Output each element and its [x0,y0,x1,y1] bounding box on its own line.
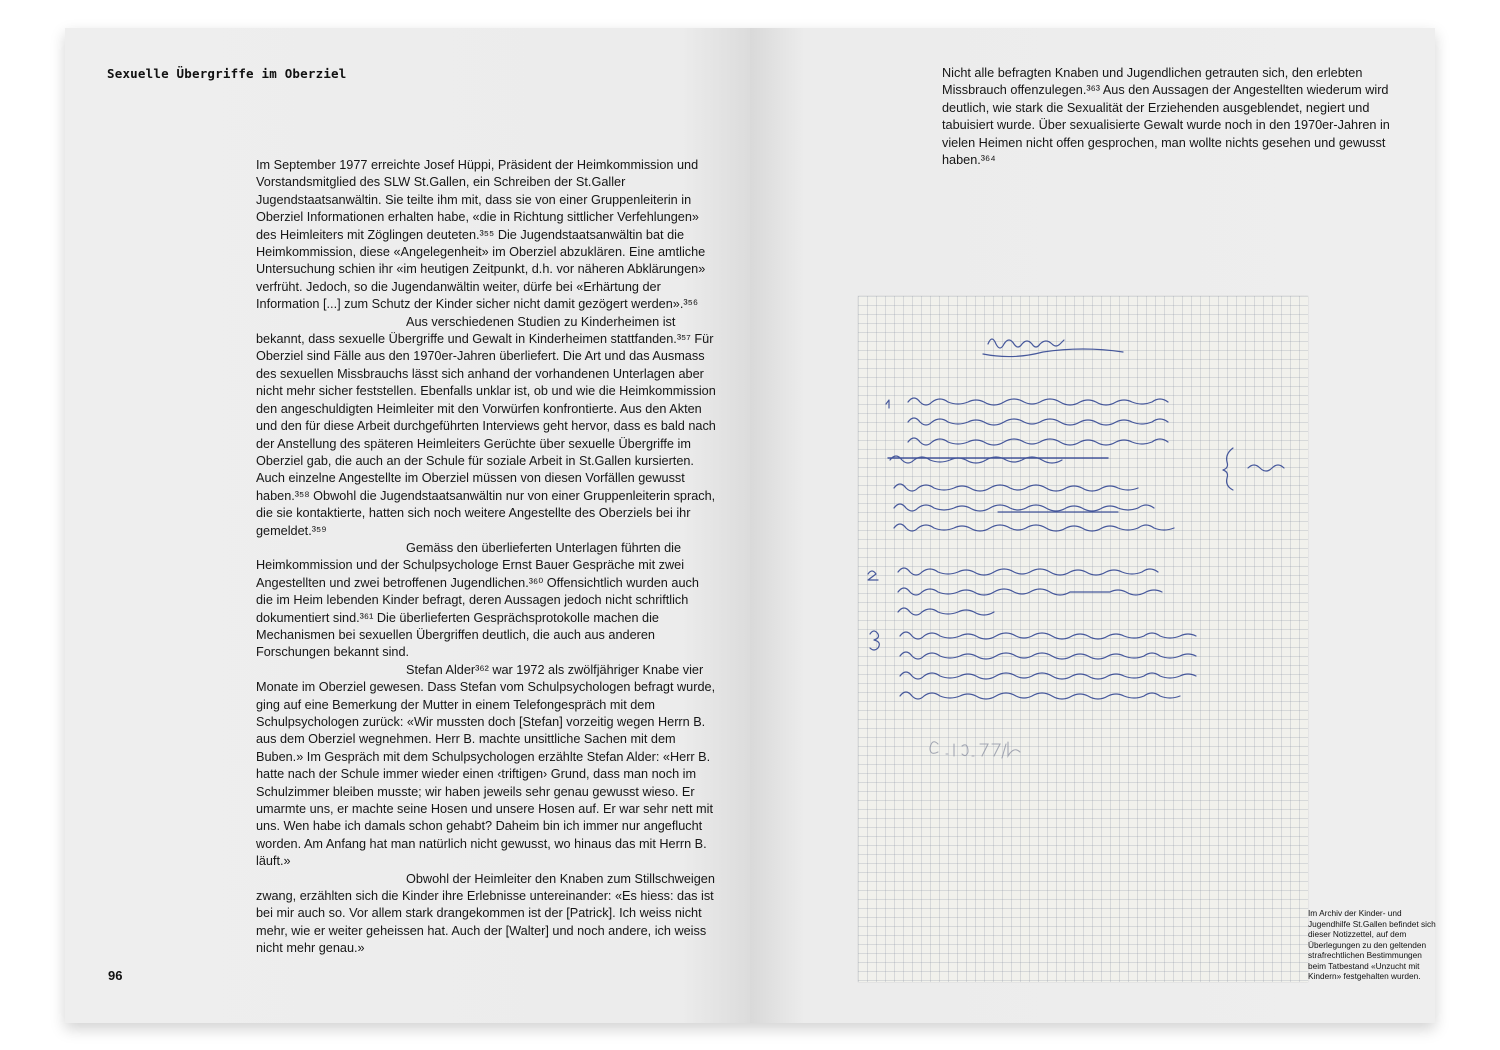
paragraph: Gemäss den überlieferten Unterlagen führten die Heimkommission und der Schulpsychologe Ernst Bauer Gespräche mit zwei Angestellten und zwei betroffenen Jugendlichen.³⁶⁰ Offensichtlich wurden auch die im Heim lebenden Kinder befragt, deren Aussagen jedoch nicht schriftlich dokumentiert sind.³⁶¹ Die überlieferten Gesprächsprotokolle machen die Mechanismen bei sexuellen Übergriffen deutlich, die auch aus anderen Forschungen bekannt sind. [256,540,699,660]
section-title: Sexuelle Übergriffe im Oberziel [107,66,347,81]
paragraph: Obwohl der Heimleiter den Knaben zum Stillschweigen zwang, erzählten sich die Kinder ihre Erlebnisse untereinander: «Es hiess: das ist bei mir auch so. Vor allem stark drangekommen ist der [Patrick]. Ich weiss nicht mehr, wie er weiter geheissen hat. Auch der [Walter] und noch andere, ich weiss nicht mehr genau.» [256,871,715,956]
right-page [750,28,1435,1023]
handwritten-note-image [858,296,1308,982]
paragraph: Im September 1977 erreichte Josef Hüppi, Präsident der Heimkommission und Vorstandsmitglied des SLW St.Gallen, ein Schreiben der St.Galler Jugendstaatsanwältin. Sie teilte ihm mit, dass sie von einer Gruppenleiterin in Oberziel Informationen erhalten habe, «die in Richtung sittlicher Verfehlungen» des Heimleiters mit Zöglingen deuteten.³⁵⁵ Die Jugendstaatsanwältin bat die Heimkommission, diese «Angelegenheit» im Oberziel abzuklären. Eine amtliche Untersuchung schien ihr «im heutigen Zeitpunkt, d.h. vor näheren Abklärungen» verfrüht. Jedoch, so die Jugendanwältin weiter, dürfe bei «Erhärtung der Information [...] zum Schutz der Kinder sicher nicht damit gezögert werden».³⁵⁶ [256,158,706,312]
left-page [65,28,750,1023]
image-caption: Im Archiv der Kinder- und Jugendhilfe St.Gallen befindet sich dieser Notizzettel, auf dem Überlegungen zu den geltenden strafrechtlichen Bestimmungen beim Tatbestand «Unzucht mit Kindern» festgehalten wurden. [1308,908,1436,981]
paragraph: Stefan Alder³⁶² war 1972 als zwölfjähriger Knabe vier Monate im Oberziel gewesen. Dass Stefan vom Schulpsychologen befragt wurde, ging auf eine Bemerkung der Mutter in einem Telefongespräch mit dem Schulpsychologen zurück: «Wir mussten doch [Stefan] vorzeitig wegen Herrn B. aus dem Oberziel wegnehmen. Herr B. machte unsittliche Sachen mit dem Buben.» Im Gespräch mit dem Schulpsychologen erzählte Stefan Alder: «Herr B. hatte nach der Schule immer wieder einen ‹triftigen› Grund, dass man noch im Schulzimmer bleiben musste; wir haben jeweils sehr genau gewusst wieso. Er umarmte uns, er machte seine Hosen und unsere Hosen auf. Er war sehr nett mit uns. Wen habe ich damals schon gehabt? Daheim bin ich immer nur angeflucht worden. Am Anfang hat man natürlich nicht gewusst, wo hinaus das mit Herrn B. läuft.» [256,662,716,869]
page-number: 96 [108,968,123,983]
handwriting-scribbles [858,296,1308,982]
paragraph: Aus verschiedenen Studien zu Kinderheimen ist bekannt, dass sexuelle Übergriffe und Gewalt in Kinderheimen stattfanden.³⁵⁷ Für Oberziel sind Fälle aus den 1970er-Jahren überliefert. Die Art und das Ausmass des sexuellen Missbrauchs lässt sich anhand der vorhandenen Unterlagen aber nicht mehr sicher feststellen. Ebenfalls unklar ist, ob und wie die Heimkommission den angeschuldigten Heimleiter mit den Vorwürfen konfrontierte. Aus den Akten und den für diese Arbeit durchgeführten Interviews geht hervor, dass es bald nach der Anstellung des späteren Heimleiters Gerüchte über sexuelle Übergriffe im Oberziel gab, die auch an der Schule für soziale Arbeit in St.Gallen kursierten. Auch einzelne Angestellte im Oberziel müssen von diesen Vorfällen gewusst haben.³⁵⁸ Obwohl die Jugendstaatsanwältin nur von einer Gruppenleiterin sprach, die sie kontaktierte, hatten sich noch weitere Angestellte des Oberziels bei ihr gemeldet.³⁵⁹ [256,314,716,538]
paragraph: Nicht alle befragten Knaben und Jugendlichen getrauten sich, den erlebten Missbrauch offenzulegen.³⁶³ Aus den Aussagen der Angestellten wiederum wird deutlich, wie stark die Sexualität der Erziehenden ausgeblendet, negiert und tabuisiert wurde. Über sexualisierte Gewalt wurde noch in den 1970er-Jahren in vielen Heimen nicht offen gesprochen, man wollte nichts gesehen und gewusst haben.³⁶⁴ [942,66,1390,168]
book-spread [65,28,1435,1023]
left-body-text [256,157,716,958]
right-body-text [942,65,1402,169]
